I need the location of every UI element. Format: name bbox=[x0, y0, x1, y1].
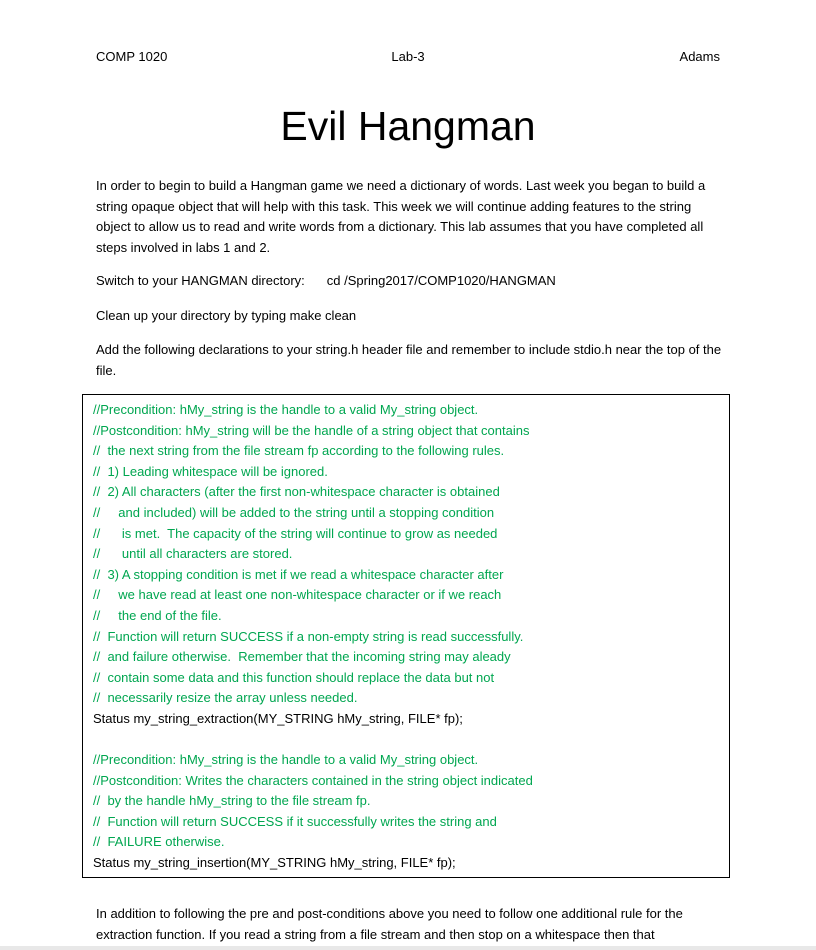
code-spacer bbox=[93, 730, 729, 751]
switch-directory-command: cd /Spring2017/COMP1020/HANGMAN bbox=[326, 273, 556, 288]
code-comment-line: // the end of the file. bbox=[93, 607, 222, 623]
page-bottom-edge bbox=[0, 946, 816, 950]
code-comment-line: // contain some data and this function should replace the data but not bbox=[93, 669, 495, 685]
code-comment-line: // 2) All characters (after the first non-whitespace character is obtained bbox=[93, 484, 500, 500]
code-comment-line: // and failure otherwise. Remember that the incoming string may aleady bbox=[93, 649, 511, 665]
code-comment-line: // Function will return SUCCESS if a non-empty string is read successfully. bbox=[93, 628, 524, 644]
insertion-signature: Status my_string_insertion(MY_STRING hMy_string, FILE* fp); bbox=[93, 855, 456, 871]
add-declarations-paragraph: Add the following declarations to your string.h header file and remember to include stdio.h near the top of the file. bbox=[96, 342, 722, 378]
code-comment-line: //Postcondition: Writes the characters contained in the string object indicated bbox=[93, 772, 533, 788]
code-comment-line: // the next string from the file stream fp according to the following rules. bbox=[93, 443, 505, 459]
extraction-signature: Status my_string_extraction(MY_STRING hMy_string, FILE* fp); bbox=[93, 710, 463, 726]
page-title: Evil Hangman bbox=[280, 103, 536, 149]
code-comment-line: // 1) Leading whitespace will be ignored. bbox=[93, 463, 328, 479]
extraction-declaration-block bbox=[93, 400, 729, 709]
code-comment-line: // necessarily resize the array unless needed. bbox=[93, 690, 358, 706]
switch-directory-label: Switch to your HANGMAN directory: bbox=[96, 273, 305, 288]
closing-paragraph: In addition to following the pre and post-conditions above you need to follow one additional rule for the extraction function. If you read a string from a file stream and then stop on a whitespace then that bbox=[96, 906, 683, 942]
code-comment-line: //Precondition: hMy_string is the handle to a valid My_string object. bbox=[93, 752, 479, 768]
code-comment-line: //Postcondition: hMy_string will be the handle of a string object that contains bbox=[93, 422, 530, 438]
code-comment-line: // 3) A stopping condition is met if we read a whitespace character after bbox=[93, 566, 504, 582]
code-comment-line: // and included) will be added to the string until a stopping condition bbox=[93, 504, 495, 520]
code-comment-line: // until all characters are stored. bbox=[93, 546, 293, 562]
header-author: Adams bbox=[679, 49, 720, 64]
code-comment-line: // we have read at least one non-whitespace character or if we reach bbox=[93, 587, 502, 603]
code-comment-line: // by the handle hMy_string to the file stream fp. bbox=[93, 793, 371, 809]
cleanup-paragraph: Clean up your directory by typing make clean bbox=[96, 308, 357, 323]
insertion-declaration-block bbox=[93, 750, 729, 853]
page-header bbox=[96, 49, 720, 67]
header-course: COMP 1020 bbox=[96, 49, 168, 64]
header-lab: Lab-3 bbox=[391, 49, 425, 64]
switch-directory-paragraph bbox=[96, 271, 728, 292]
code-comment-line: // Function will return SUCCESS if it successfully writes the string and bbox=[93, 813, 497, 829]
code-comment-line: // is met. The capacity of the string will continue to grow as needed bbox=[93, 525, 498, 541]
code-comment-line: // FAILURE otherwise. bbox=[93, 834, 225, 850]
code-comment-line: //Precondition: hMy_string is the handle to a valid My_string object. bbox=[93, 402, 479, 417]
code-box bbox=[82, 394, 730, 878]
intro-paragraph: In order to begin to build a Hangman game we need a dictionary of words. Last week you began to build a string opaque object that will help with this task. This week we will continue adding features to the string object to allow us to read and write words from a dictionary. This lab assumes that you have completed all steps involved in labs 1 and 2. bbox=[96, 178, 706, 255]
